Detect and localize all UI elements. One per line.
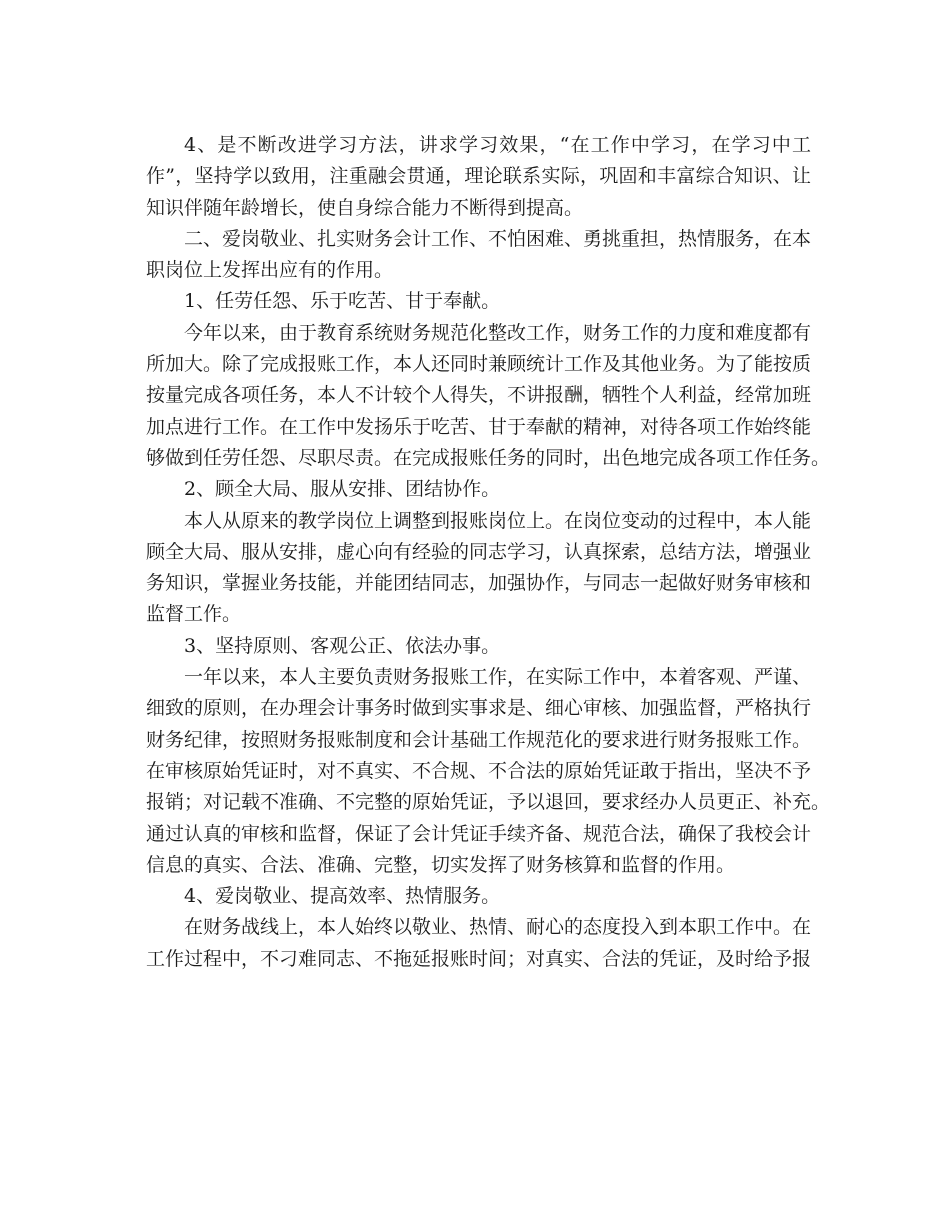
text-line: 作”，坚持学以致用，注重融会贯通，理论联系实际，巩固和丰富综合知识、让 bbox=[146, 165, 811, 188]
text-line: 在审核原始凭证时，对不真实、不合规、不合法的原始凭证敢于指出，坚决不予 bbox=[146, 759, 812, 782]
text-line: 监督工作。 bbox=[146, 603, 242, 626]
document-body bbox=[146, 130, 831, 975]
text-line: 务知识，掌握业务技能，并能团结同志，加强协作，与同志一起做好财务审核和 bbox=[146, 572, 812, 595]
text-line: 报销；对记载不准确、不完整的原始凭证，予以退回，要求经办人员更正、补充。 bbox=[146, 791, 831, 814]
text-line: 一年以来，本人主要负责财务报账工作，在实际工作中，本着客观、严谨、 bbox=[184, 666, 812, 689]
text-line: 财务纪律，按照财务报账制度和会计基础工作规范化的要求进行财务报账工作。 bbox=[146, 728, 812, 751]
subheading-line: 1、任劳任怨、乐于吃苦、甘于奉献。 bbox=[184, 290, 501, 313]
subheading-line: 2、顾全大局、服从安排、团结协作。 bbox=[184, 478, 501, 501]
text-line: 知识伴随年龄增长，使自身综合能力不断得到提高。 bbox=[146, 196, 584, 219]
text-line: 信息的真实、合法、准确、完整，切实发挥了财务核算和监督的作用。 bbox=[146, 853, 736, 876]
subheading-line: 4、爱岗敬业、提高效率、热情服务。 bbox=[184, 885, 501, 908]
text-line: 4、是不断改进学习方法，讲求学习效果，“在工作中学习，在学习中工 bbox=[184, 134, 811, 156]
text-line: 加点进行工作。在工作中发扬乐于吃苦、甘于奉献的精神，对待各项工作始终能 bbox=[146, 415, 812, 438]
subheading-line: 3、坚持原则、客观公正、依法办事。 bbox=[184, 634, 501, 657]
text-line: 细致的原则，在办理会计事务时做到实事求是、细心审核、加强监督，严格执行 bbox=[146, 697, 812, 720]
text-line: 工作过程中，不刁难同志、不拖延报账时间；对真实、合法的凭证，及时给予报 bbox=[146, 947, 812, 970]
text-line: 所加大。除了完成报账工作，本人还同时兼顾统计工作及其他业务。为了能按质 bbox=[146, 353, 812, 376]
text-line: 通过认真的审核和监督，保证了会计凭证手续齐备、规范合法，确保了我校会计 bbox=[146, 822, 812, 845]
text-line: 按量完成各项任务，本人不计较个人得失，不讲报酬，牺牲个人利益，经常加班 bbox=[146, 384, 812, 407]
section-heading-line: 二、爱岗敬业、扎实财务会计工作、不怕困难、勇挑重担，热情服务，在本 bbox=[184, 227, 812, 250]
text-line: 顾全大局、服从安排，虚心向有经验的同志学习，认真探索，总结方法，增强业 bbox=[146, 540, 812, 563]
text-line: 今年以来，由于教育系统财务规范化整改工作，财务工作的力度和难度都有 bbox=[184, 321, 812, 344]
text-line: 本人从原来的教学岗位上调整到报账岗位上。在岗位变动的过程中，本人能 bbox=[184, 509, 812, 532]
text-line: 够做到任劳任怨、尽职尽责。在完成报账任务的同时，出色地完成各项工作任务。 bbox=[146, 446, 831, 469]
section-heading-line: 职岗位上发挥出应有的作用。 bbox=[146, 259, 394, 282]
text-line: 在财务战线上，本人始终以敬业、热情、耐心的态度投入到本职工作中。在 bbox=[184, 916, 812, 939]
